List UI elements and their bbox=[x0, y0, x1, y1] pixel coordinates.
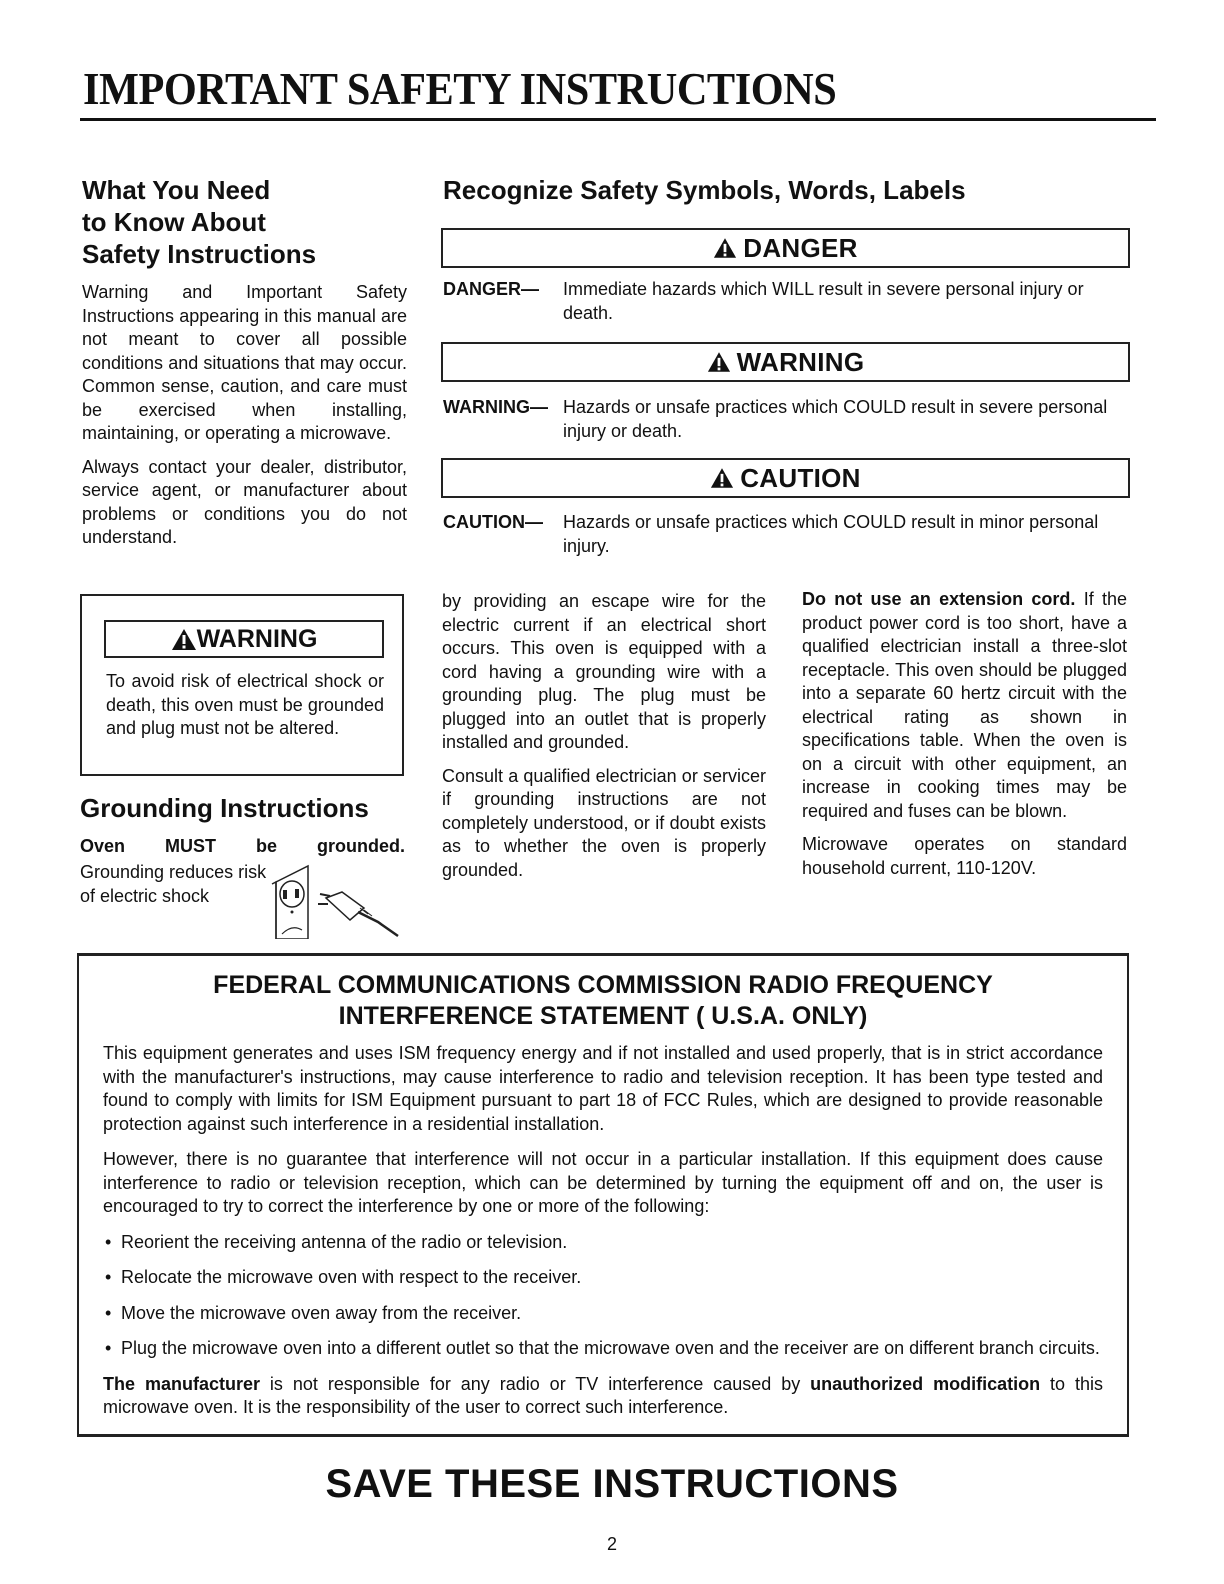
warning-triangle-icon bbox=[171, 628, 197, 651]
def-label: WARNING— bbox=[443, 397, 548, 417]
heading-line: Safety Instructions bbox=[82, 239, 317, 269]
danger-label: DANGER bbox=[743, 232, 858, 263]
danger-sign bbox=[441, 228, 1130, 268]
must-word: MUST bbox=[165, 836, 217, 856]
outlet-plug-icon bbox=[268, 864, 403, 939]
symbols-heading: Recognize Safety Symbols, Words, Labels bbox=[443, 175, 966, 205]
warning-label-box bbox=[104, 620, 384, 658]
fcc-title bbox=[79, 970, 1127, 1032]
contact-paragraph: Always contact your dealer, distributor, service agent, or manufacturer about problems or conditions you do not understand. bbox=[82, 456, 407, 547]
fcc-closing-paragraph bbox=[103, 1373, 1103, 1420]
heading-line: to Know About bbox=[82, 207, 266, 237]
fcc-paragraph-2: However, there is no guarantee that interference will not occur in a particular installation. If this equipment does cause interference to radio or television reception, which can be determined by turning the equipment off and on, the user is encouraged to try to correct the interference by one or more of the following: bbox=[103, 1149, 1103, 1216]
list-item: • Relocate the microwave oven with respect to the receiver. bbox=[103, 1266, 1103, 1290]
fcc-statement-box bbox=[77, 953, 1129, 1437]
extension-cord-bold: Do not use an extension cord. bbox=[802, 589, 1076, 609]
warning-label: WARNING bbox=[196, 624, 318, 653]
fcc-remedy-list bbox=[103, 1231, 1103, 1361]
list-item: • Move the microwave oven away from the receiver. bbox=[103, 1302, 1103, 1326]
def-text: Immediate hazards which WILL result in severe personal injury or death. bbox=[563, 279, 1084, 323]
list-item: • Reorient the receiving antenna of the radio or television. bbox=[103, 1231, 1103, 1255]
caution-definition bbox=[443, 511, 1133, 558]
extension-cord-section bbox=[802, 588, 1127, 880]
safety-intro bbox=[82, 281, 407, 550]
caution-label: CAUTION bbox=[740, 462, 861, 493]
warning-sign bbox=[441, 342, 1130, 382]
consult-electrician-paragraph: Consult a qualified electrician or servicer if grounding instructions are not completely understood, or if doubt exists as to whether the oven is properly grounded. bbox=[442, 765, 766, 880]
must-word: grounded. bbox=[317, 836, 405, 856]
household-current-paragraph: Microwave operates on standard household current, 110-120V. bbox=[802, 834, 1127, 878]
warning-text: To avoid risk of electrical shock or death, this oven must be grounded and plug must not be altered. bbox=[106, 671, 384, 738]
grounding-heading: Grounding Instructions bbox=[80, 793, 369, 823]
must-be-grounded bbox=[80, 836, 405, 857]
def-text: Hazards or unsafe practices which COULD result in minor personal injury. bbox=[563, 512, 1099, 556]
grounding-details bbox=[442, 590, 766, 882]
intro-paragraph: Warning and Important Safety Instructions appearing in this manual are not meant to cover all possible conditions and situations that may occur. Common sense, caution, and care must be exercised when installing, maintaining, or operating a microwave. bbox=[82, 282, 407, 443]
heading-line: What You Need bbox=[82, 175, 271, 205]
list-item: • Plug the microwave oven into a different outlet so that the microwave oven and the receiver are on different branch circuits. bbox=[103, 1337, 1103, 1361]
closing-text: is not responsible for any radio or TV interference caused by bbox=[259, 1373, 811, 1394]
fcc-title-line: FEDERAL COMMUNICATIONS COMMISSION RADIO FREQUENCY bbox=[213, 971, 993, 999]
warning-triangle-icon bbox=[710, 467, 734, 489]
warning-triangle-icon bbox=[707, 351, 731, 373]
def-text: Hazards or unsafe practices which COULD result in severe personal injury or death. bbox=[563, 397, 1108, 441]
grounding-text: Grounding reduces risk of electric shock bbox=[80, 862, 267, 906]
closing-text: to this microwave oven. It is the responsibility of the user to correct such interference. bbox=[103, 1373, 1103, 1417]
def-label: DANGER— bbox=[443, 279, 540, 299]
fcc-title-line: INTERFERENCE STATEMENT ( U.S.A. ONLY) bbox=[338, 1002, 868, 1030]
warning-triangle-icon bbox=[713, 237, 737, 259]
safety-instructions-heading bbox=[82, 174, 412, 270]
closing-bold: The manufacturer bbox=[103, 1373, 260, 1394]
caution-sign bbox=[441, 458, 1130, 498]
warning-definition bbox=[443, 396, 1133, 443]
page-title: IMPORTANT SAFETY INSTRUCTIONS bbox=[83, 63, 837, 114]
warning-label: WARNING bbox=[736, 346, 865, 377]
title-rule bbox=[80, 118, 1156, 121]
must-word: Oven bbox=[80, 836, 126, 856]
closing-bold: unauthorized modification bbox=[810, 1373, 1041, 1394]
must-word: be bbox=[256, 836, 278, 856]
fcc-body bbox=[103, 1042, 1103, 1432]
danger-definition bbox=[443, 278, 1133, 325]
grounding-warning-box bbox=[80, 594, 404, 776]
extension-cord-paragraph bbox=[802, 588, 1127, 823]
extension-cord-text: If the product power cord is too short, have a qualified electrician install a three-slot receptacle. This oven should be plugged into a separate 60 hertz circuit with the electrical rating as shown in specifications table. When the oven is on a circuit with other equipment, an increase in cooking times may be required and fuses can be blown. bbox=[802, 589, 1127, 821]
def-label: CAUTION— bbox=[443, 512, 543, 532]
page-number: 2 bbox=[606, 1534, 617, 1554]
fcc-paragraph-1: This equipment generates and uses ISM frequency energy and if not installed and used properly, that is in strict accordance with the manufacturer's instructions, may cause interference to radio and television reception. It has been type tested and found to comply with limits for ISM Equipment pursuant to part 18 of FCC Rules, which are designed to provide reasonable protection against such interference in a residential installation. bbox=[103, 1043, 1103, 1134]
save-instructions-title: SAVE THESE INSTRUCTIONS bbox=[325, 1462, 899, 1506]
escape-wire-paragraph: by providing an escape wire for the electric current if an electrical short occurs. This oven is equipped with a cord having a grounding wire with a grounding plug. The plug must be plugged into an outlet that is properly installed and grounded. bbox=[442, 591, 766, 752]
